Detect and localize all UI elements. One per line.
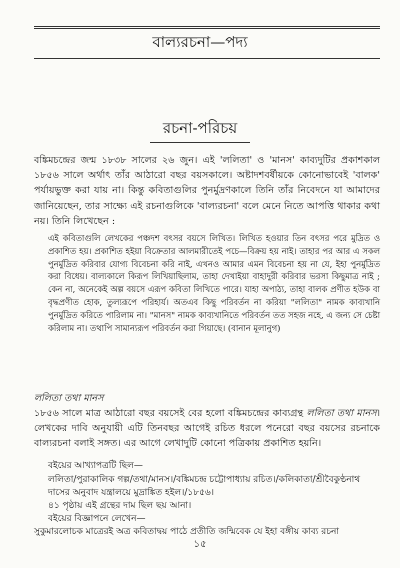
top-rule-upper <box>34 26 380 27</box>
second-paragraph-part1: ১৮৫৬ সালে মাত্র আঠারো বছর বয়সেই বের হলো বঙ্কিমচন্দ্রের কাব্যগ্রন্থ <box>34 408 307 419</box>
page-header-title: বাল্যরচনা—পদ্য <box>152 33 248 51</box>
top-rule-lower <box>34 28 380 29</box>
subheading: ললিতা তথা মানস <box>34 393 104 404</box>
book-title-italic: ললিতা তথা মানস <box>306 408 377 419</box>
second-paragraph <box>34 406 380 452</box>
title-page-line-1: ললিতা/পুরাকালিক গল্প/তথা/মানস।/বঙ্কিমচন্দ্র চট্টোপাধ্যায় রচিত।/কলিকাতা/শ্রীবৈকুণ্ঠনাথ <box>48 475 361 485</box>
intro-paragraph: বঙ্কিমচন্দ্রের জন্ম ১৮৩৮ সালের ২৬ জুন। এই 'ললিতা' ও 'মানস' কাব্যদুটির প্রকাশকাল ১৮৫৬ সালে অর্থাৎ তাঁর আঠারো বছর বয়সকালে। অষ্টাদশবর্ষীয়কে কোনোভাবেই 'বালক' পর্যায়ভুক্ত করা যায় না। কিন্তু কবিতাগুলির পুনর্মুদ্রণকালে তিনি তাঁর নিবেদনে যা আমাদের জানিয়েছেন, তার সাক্ষ্যে এই রচনাগুলিকে 'বাল্যরচনা' বলে মেনে নিতে আপত্তি থাকার কথা নয়। তিনি লিখেছেন : <box>34 155 380 227</box>
section-title: রচনা-পরিচয় <box>162 119 238 137</box>
book-title-intro: বইয়ের আখ্যাপত্রটি ছিল— <box>48 461 143 471</box>
page-number: ১৫ <box>193 539 207 550</box>
header-bottom-rule <box>34 58 380 59</box>
price-line: ৪১ পৃষ্ঠায় এই গ্রন্থের দাম ছিল ছয় আনা। <box>48 501 192 511</box>
title-page-line-2: দাসের অনুবাদ যন্ত্রালয়ে মুদ্রাঙ্কিত হইল।/১৮৫৬। <box>48 488 214 498</box>
section-title-underline <box>150 142 250 143</box>
author-quote: এই কবিতাগুলি লেখকের পঞ্চদশ বৎসর বয়সে লিখিত। লিখিত হওয়ার তিন বৎসর পরে মুদ্রিত ও প্রকাশিত হয়। প্রকাশিত হইয়া বিক্রেতার আলমারীতেই পচে—বিক্রয় হয় নাই। তাহার পর আর এ সকল পুনর্মুদ্রিত করিবার যোগ্য বিবেচনা করি নাই, এখনও আমার এমন বিবেচনা হয় না যে, ইহা পুনর্মুদ্রিত করা বিধেয়। বাল্যকালে কিরূপ লিখিয়াছিলাম, তাহা দেখাইয়া বাহাদুরী করিবার ভরসা কিছুমাত্র নাই ; কেন না, অনেকেই অল্প বয়সে এরূপ কবিতা লিখিতে পারে। যাহা অপাঠ্য, তাহা বালক প্রণীত হউক বা বৃদ্ধপ্রণীত হোক, তুল্যরূপে পরিহার্য। অতএব কিছু পরিবর্তন না করিয়া "ললিতা" নামক কাব্যখানি পুনর্মুদ্রিত করিতে পারিলাম না। "মানস" নামক কাব্যখানিতে পরিবর্তন তত সহজ নহে, এ জন্য সে চেষ্টা করিলাম না। তথাপি সামান্যরূপ পরিবর্তন করা গিয়াছে। (বানান মূলানুগ) <box>48 233 380 333</box>
advertisement-intro: বইয়ের বিজ্ঞাপনে লেখেন— <box>48 514 146 524</box>
second-paragraph-part2: । লেখকের দাবি অনুযায়ী এটি তিনবছর আগেই রচিত ধরলে পনেরো বছর বয়সের রচনাকে বাল্যরচনা বলাই সঙ্গত। এর আগে লেখাদুটি কোনো পত্রিকায় প্রকাশিত হয়নি। <box>34 408 380 450</box>
advertisement-text: সুকুমারলোচক মাত্রেরই অত্র কবিতাদ্বয় পাঠে প্রতীতি জন্মিবেক যে ইহা বঙ্গীয় কাব্য রচনা <box>34 527 340 537</box>
